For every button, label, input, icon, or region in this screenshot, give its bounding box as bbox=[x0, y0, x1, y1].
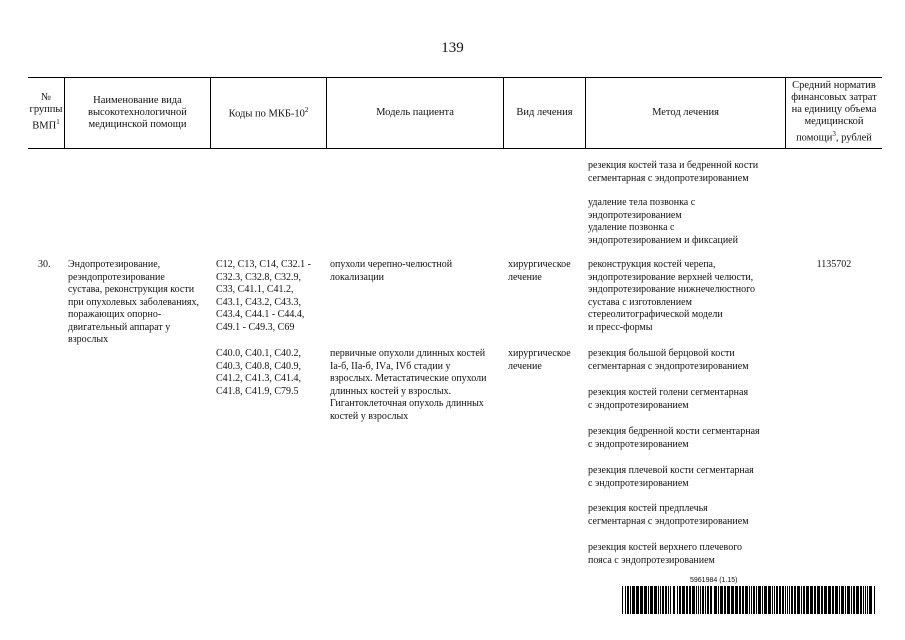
method-cell: резекция большой берцовой кости сегментарная с эндопротезированием bbox=[588, 348, 749, 372]
header-care-type: Наименование вида высокотехнологичной медицинской помощи bbox=[88, 94, 187, 130]
header-cost-norm: Средний норматив финансовых затрат на единицу объема медицинской помощи$^3$, рублей bbox=[791, 80, 877, 144]
cost-norm-value: 1135702 bbox=[816, 259, 852, 270]
treatment-type: хирургическое лечение bbox=[508, 348, 571, 372]
header-treatment-type: Вид лечения bbox=[516, 106, 573, 118]
barcode-number: 5961984 (1.15) bbox=[690, 577, 738, 584]
method-cell: резекция бедренной кости сегментарная с эндопротезированием bbox=[588, 426, 760, 450]
treatment-type: хирургическое лечение bbox=[508, 259, 571, 283]
icd-codes: C12, C13, C14, C32.1 - C32.3, C32.8, C32.9, C33, C41.1, C41.2, C43.1, C43.2, C43.3, C43.4, C44.1 - C44.4, C49.1 - C49.3, C69 bbox=[216, 259, 312, 333]
method-cell: реконструкция костей черепа, эндопротезирование верхней челюсти, эндопротезирование нижнечелюстного сустава с изготовлением стереолитографической модели и пресс-формы bbox=[588, 259, 755, 333]
patient-model: опухоли черепно-челюстной локализации bbox=[330, 259, 453, 283]
method-cell: удаление тела позвонка с эндопротезированием удаление позвонка с эндопротезированием и фиксацией bbox=[588, 197, 738, 246]
method-cell: резекция костей верхнего плечевого пояса с эндопротезированием bbox=[588, 542, 743, 566]
header-icd-codes: Коды по МКБ-$10^2$ bbox=[228, 106, 309, 120]
icd-codes: C40.0, C40.1, C40.2, C40.3, C40.8, C40.9, C41.2, C41.3, C41.4, C41.8, C41.9, C79.5 bbox=[216, 348, 302, 397]
method-cell: резекция костей голени сегментарная с эндопротезированием bbox=[588, 387, 749, 411]
header-patient-model: Модель пациента bbox=[376, 106, 454, 118]
page-number: 139 bbox=[441, 40, 464, 56]
header-group-number: № группы ВМП$^1$ bbox=[29, 92, 63, 132]
header-treatment-method: Метод лечения bbox=[652, 106, 719, 118]
method-cell: резекция плечевой кости сегментарная с эндопротезированием bbox=[588, 465, 754, 489]
group-number: 30. bbox=[38, 259, 51, 270]
patient-model: первичные опухоли длинных костей Iа-б, IIа-б, IVа, IVб стадии у взрослых. Метастатические опухоли длинных костей у взрослых. Гигантоклеточная опухоль длинных костей у взрослых bbox=[330, 348, 487, 422]
barcode-icon bbox=[622, 586, 878, 614]
method-cell: резекция костей таза и бедренной кости сегментарная с эндопротезированием bbox=[588, 160, 759, 184]
header-bottom-border bbox=[28, 148, 882, 149]
method-cell: резекция костей предплечья сегментарная с эндопротезированием bbox=[588, 503, 749, 527]
care-type-name: Эндопротезирование, реэндопротезирование сустава, реконструкция кости при опухолевых заболеваниях, поражающих опорно- двигательный аппарат у взрослых bbox=[68, 259, 200, 345]
